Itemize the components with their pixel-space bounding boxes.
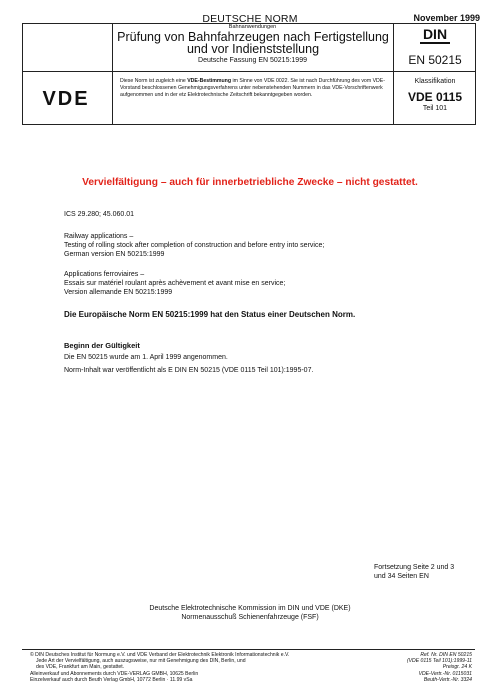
- footer-left-line: des VDE, Frankfurt am Main, gestattet.: [36, 664, 125, 671]
- english-title: [64, 232, 454, 259]
- footer-left-line: Einzelverkauf auch durch Beuth Verlag GmbH, 10772 Berlin · 11.99 vSa: [30, 676, 193, 683]
- footer-left-line: © DIN Deutsches Institut für Normung e.V. und VDE Verband der Elektrotechnik Elektronik Informationstechnik e.V.: [30, 652, 290, 658]
- document-title: [112, 31, 394, 55]
- french-title: [64, 270, 454, 297]
- footer-right-line: Preisgr. 24 K: [442, 664, 472, 671]
- footer-right-line: VDE-Vertr.-Nr. 0115031: [418, 670, 472, 677]
- version-line: Deutsche Fassung EN 50215:1999: [198, 57, 307, 64]
- en-number: EN 50215: [408, 53, 462, 67]
- vde-number: VDE 0115: [407, 90, 463, 104]
- vde-note: [120, 78, 388, 99]
- committee: [120, 604, 380, 622]
- footer-right-line: (VDE 0115 Teil 101):1999-11: [406, 658, 472, 665]
- vde-teil: Teil 101: [422, 105, 448, 112]
- french-title-line-2: Essais sur matériel roulant après achèvement et avant mise en service;: [64, 280, 286, 287]
- committee-line-1: Deutsche Elektrotechnische Kommission im DIN und VDE (DKE): [149, 605, 351, 612]
- vde-note-part1: Diese Norm ist zugleich eine: [120, 78, 188, 84]
- ics-code: ICS 29.280; 45.060.01: [64, 211, 135, 218]
- footer-reference: [360, 652, 472, 683]
- footer-right-line: Ref. Nr. DIN EN 50215: [420, 652, 472, 658]
- footer-left-line: Alleinverkauf und Abonnements durch VDE-VERLAG GMBH, 10625 Berlin: [30, 670, 199, 677]
- english-title-line-3: German version EN 50215:1999: [64, 251, 165, 258]
- classification-label: Klassifikation: [414, 78, 456, 85]
- reproduction-notice: Vervielfältigung – auch für innerbetriebliche Zwecke – nicht gestattet.: [82, 177, 418, 188]
- footer-right-line: Beuth-Vertr.-Nr. 3324: [423, 676, 472, 683]
- continuation-line-2: und 34 Seiten EN: [374, 573, 429, 580]
- footer-copyright: [30, 652, 370, 683]
- footer-rule: [22, 649, 475, 650]
- vde-logo: VDE: [42, 87, 90, 110]
- french-title-line-1: Applications ferroviaires –: [64, 271, 145, 278]
- vde-note-bold: VDE-Bestimmung: [187, 78, 231, 84]
- subcategory: Bahnanwendungen: [228, 24, 277, 30]
- validity-line-1: Die EN 50215 wurde am 1. April 1999 angenommen.: [64, 354, 228, 361]
- committee-line-2: Normenausschuß Schienenfahrzeuge (FSF): [181, 614, 319, 621]
- publication-date: November 1999: [413, 13, 480, 23]
- din-logo-text: DIN: [422, 26, 448, 42]
- title-line-2: und vor Indienststellung: [186, 42, 320, 56]
- french-title-line-3: Version allemande EN 50215:1999: [64, 289, 173, 296]
- norm-type: DEUTSCHE NORM: [202, 13, 298, 25]
- din-logo-underline: [420, 42, 450, 44]
- din-logo: [414, 28, 456, 42]
- validity-heading: Beginn der Gültigkeit: [64, 341, 140, 350]
- vde-note-part2: im Sinne von VDE 0022. Sie ist nach Durchführung des vom VDE-Vorstand beschlossenen Genehmigungsverfahrens unter nebenstehenden Nummern in das VDE-Vorschriftenwerk aufgenommen und in der etz Elektrotechnische Zeitschrift bekanntgegeben worden.: [120, 78, 385, 98]
- continuation-note: [374, 563, 474, 581]
- english-title-line-2: Testing of rolling stock after completion of construction and before entry into service;: [64, 242, 325, 249]
- continuation-line-1: Fortsetzung Seite 2 und 3: [374, 564, 455, 571]
- footer-left-line: Jede Art der Vervielfältigung, auch auszugsweise, nur mit Genehmigung des DIN, Berlin, und: [36, 658, 246, 665]
- english-title-line-1: Railway applications –: [64, 233, 134, 240]
- header-divider: [22, 71, 475, 72]
- validity-line-2: Norm-Inhalt war veröffentlicht als E DIN EN 50215 (VDE 0115 Teil 101):1995-07.: [64, 367, 314, 374]
- title-line-1: Prüfung von Bahnfahrzeugen nach Fertigstellung: [117, 30, 389, 44]
- status-statement: Die Europäische Norm EN 50215:1999 hat den Status einer Deutschen Norm.: [64, 310, 356, 319]
